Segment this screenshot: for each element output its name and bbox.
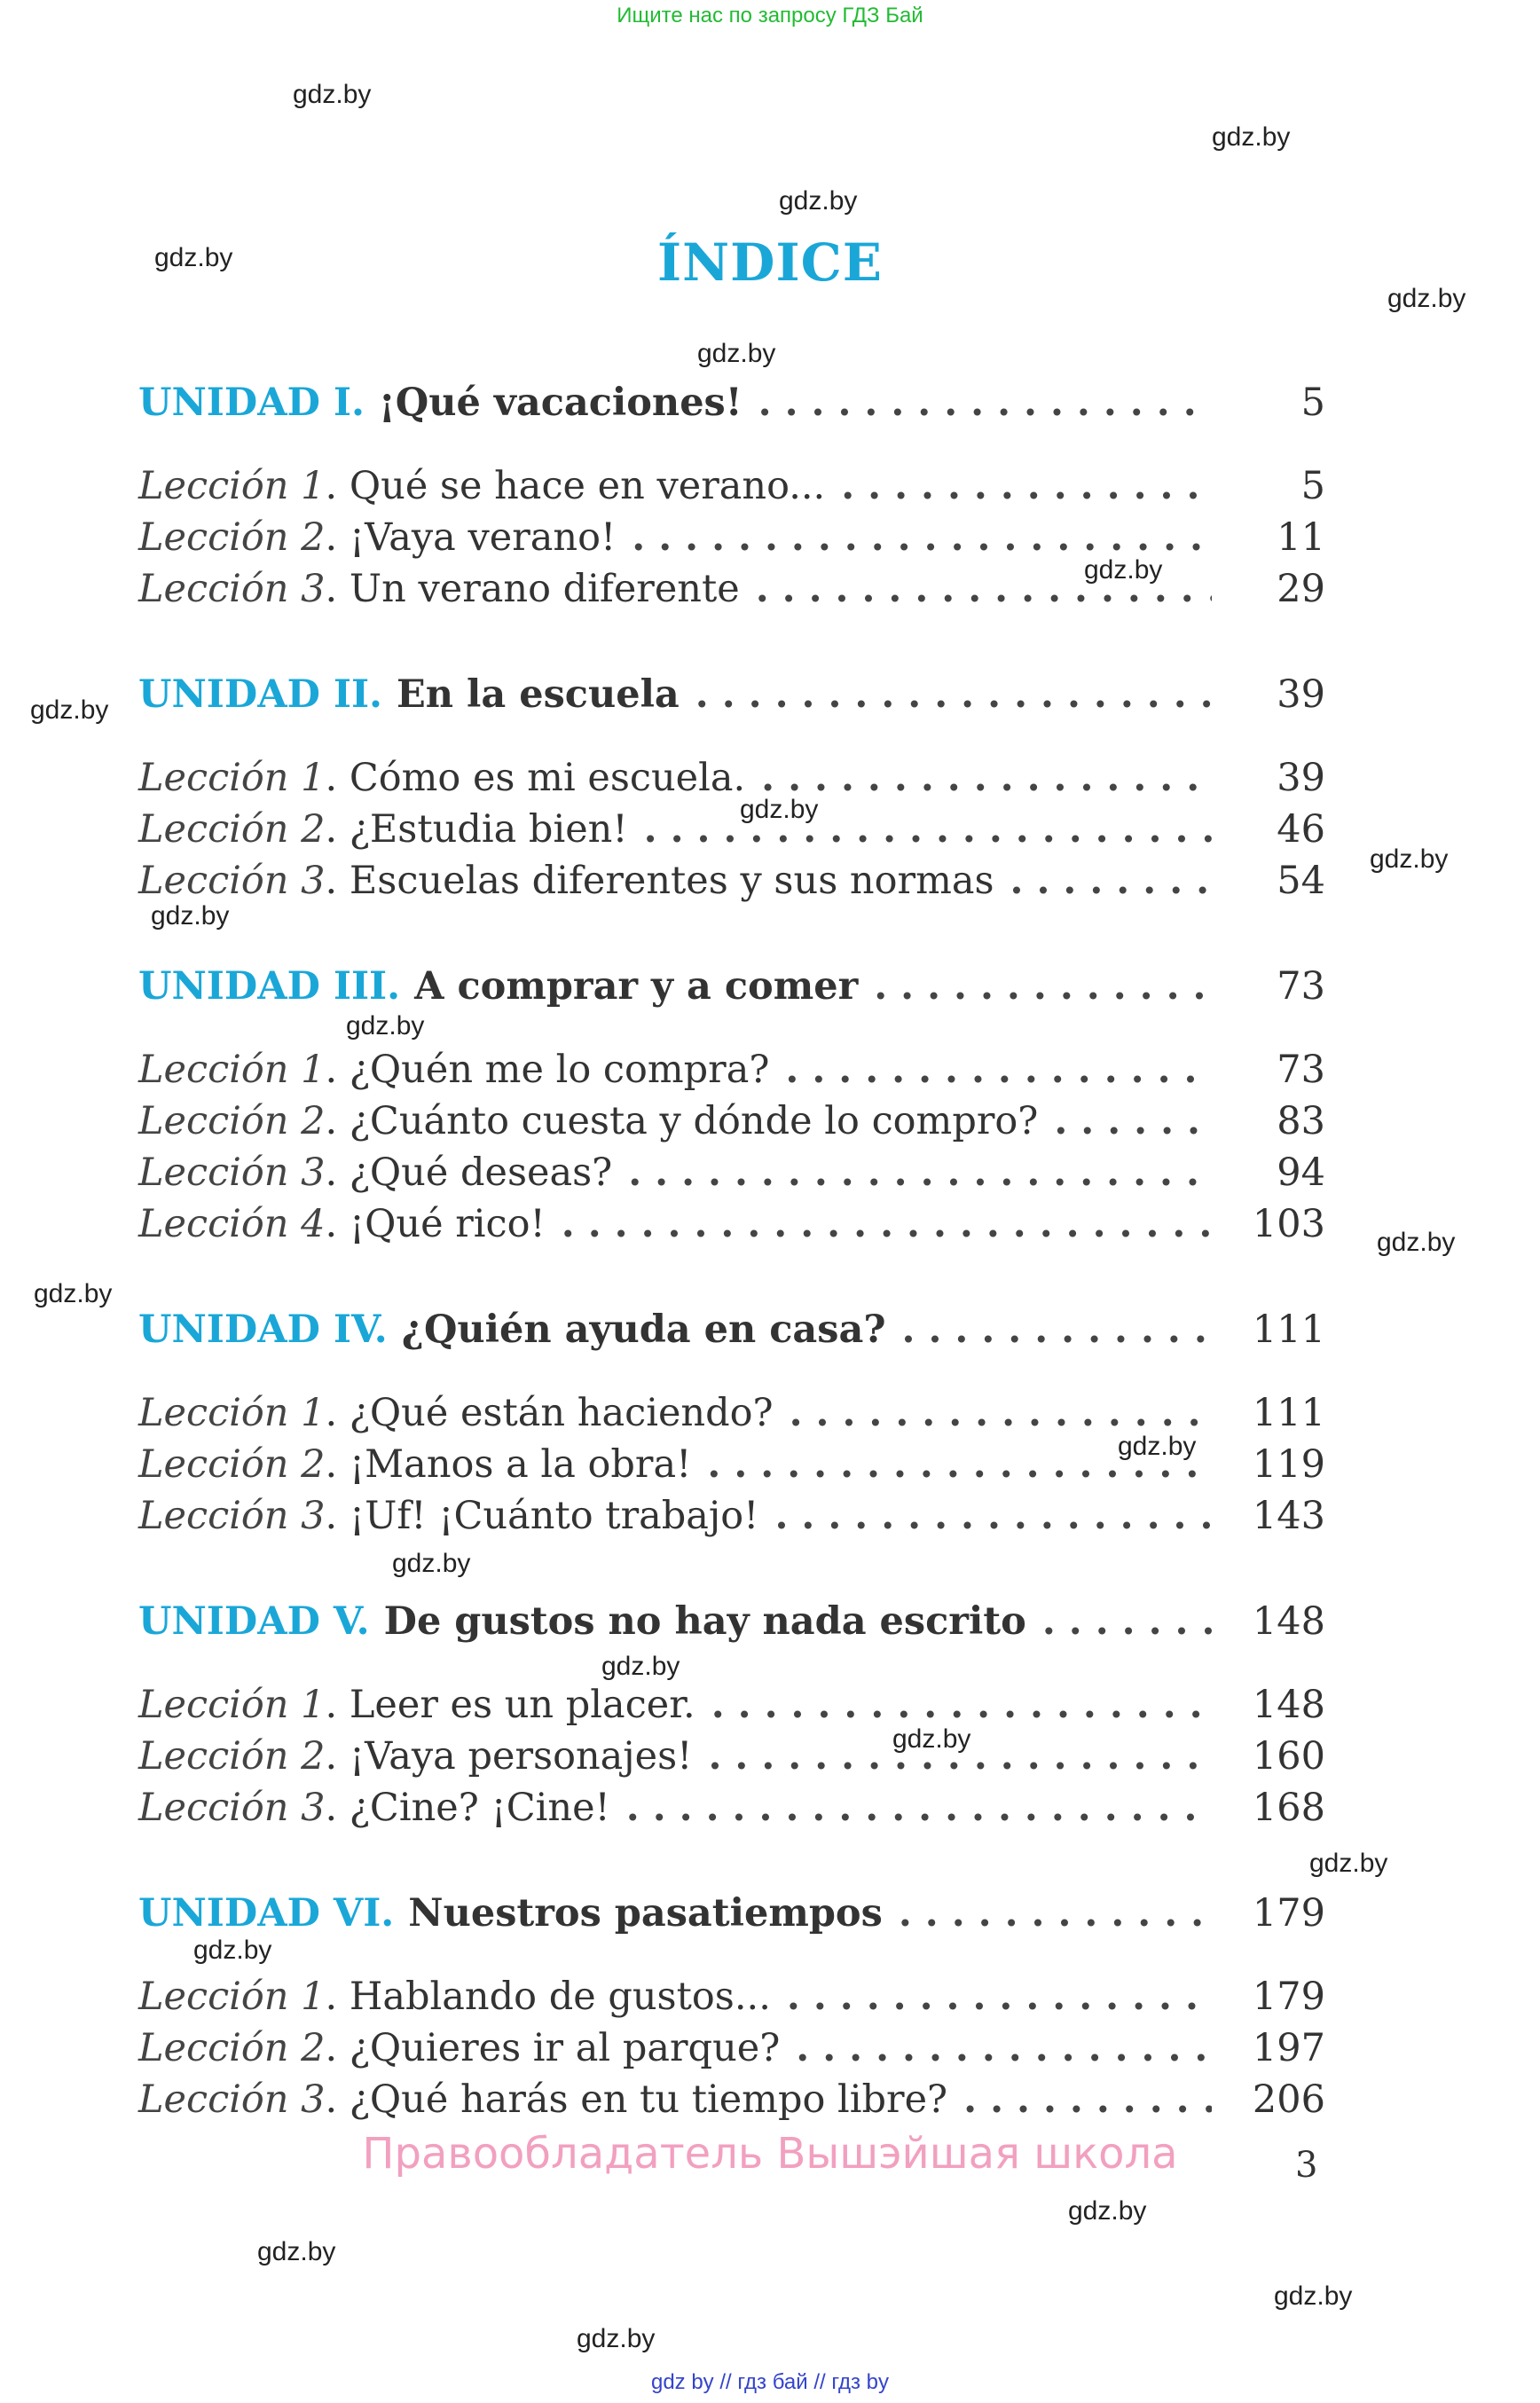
unit-label: UNIDAD III. xyxy=(138,964,401,1009)
lesson-title: . ¡Manos a la obra! xyxy=(325,1442,692,1487)
unit-title: ¿Quién ayuda en casa? xyxy=(401,1308,886,1352)
watermark: gdz.by xyxy=(34,1279,113,1308)
leader-dots xyxy=(626,1781,1212,1834)
lesson-row[interactable] xyxy=(138,459,1325,513)
page-ref: 143 xyxy=(1252,1494,1325,1538)
page-ref: 73 xyxy=(1277,1048,1325,1092)
lesson-title: . ¡Vaya personajes! xyxy=(325,1734,693,1779)
watermark: gdz.by xyxy=(1377,1228,1456,1257)
leader-dots xyxy=(761,751,1212,805)
watermark: gdz.by xyxy=(892,1724,971,1754)
unit-row[interactable] xyxy=(138,1595,1325,1648)
leader-dots xyxy=(711,1678,1212,1732)
leader-dots xyxy=(695,668,1212,721)
leader-dots xyxy=(628,1146,1212,1199)
unit-title: De gustos no hay nada escrito xyxy=(383,1599,1026,1644)
lesson-row[interactable] xyxy=(138,803,1325,856)
lesson-label: Lección 2 xyxy=(138,515,326,560)
lesson-title: . ¿Qué harás en tu tiempo libre? xyxy=(325,2077,948,2122)
page-ref: 11 xyxy=(1277,515,1325,560)
lesson-title: . ¿Quén me lo compra? xyxy=(325,1048,770,1092)
page-ref: 83 xyxy=(1277,1099,1325,1143)
leader-dots xyxy=(899,1887,1212,1940)
lesson-row[interactable] xyxy=(138,1678,1325,1732)
page-ref: 5 xyxy=(1300,381,1325,425)
lesson-row[interactable] xyxy=(138,2022,1325,2075)
page-ref: 39 xyxy=(1277,756,1325,800)
watermark: gdz.by xyxy=(697,339,776,368)
lesson-title: . Escuelas diferentes y sus normas xyxy=(325,859,994,903)
watermark: gdz.by xyxy=(293,80,372,109)
watermark: gdz.by xyxy=(1212,122,1291,152)
lesson-row[interactable] xyxy=(138,1095,1325,1148)
lesson-title: . Hablando de gustos... xyxy=(325,1975,771,2019)
watermark: gdz.by xyxy=(346,1011,425,1041)
page-ref: 111 xyxy=(1252,1391,1325,1435)
leader-dots xyxy=(902,1303,1212,1356)
watermark: gdz.by xyxy=(1068,2196,1147,2226)
lesson-title: . ¿Qué deseas? xyxy=(325,1150,613,1195)
watermark: gdz.by xyxy=(577,2324,656,2353)
page-title: ÍNDICE xyxy=(657,232,883,293)
unit-row[interactable] xyxy=(138,960,1325,1013)
page-ref: 148 xyxy=(1252,1683,1325,1727)
unit-label: UNIDAD IV. xyxy=(138,1308,388,1352)
lesson-label: Lección 1 xyxy=(138,1683,326,1727)
page-ref: 54 xyxy=(1277,859,1325,903)
lesson-label: Lección 2 xyxy=(138,1099,326,1143)
unit-title: En la escuela xyxy=(397,672,680,717)
leader-dots xyxy=(796,2022,1212,2075)
lesson-row[interactable] xyxy=(138,2073,1325,2126)
unit-row[interactable] xyxy=(138,668,1325,721)
lesson-label: Lección 1 xyxy=(138,1391,326,1435)
lesson-row[interactable] xyxy=(138,1730,1325,1783)
watermark: gdz.by xyxy=(779,186,858,216)
watermark: gdz.by xyxy=(151,901,230,931)
page-ref: 179 xyxy=(1252,1891,1325,1936)
page-ref: 111 xyxy=(1252,1308,1325,1352)
leader-dots xyxy=(1010,854,1212,907)
lesson-label: Lección 3 xyxy=(138,2077,326,2122)
copyright-holder: Правообладатель Вышэйшая школа xyxy=(362,2129,1178,2179)
page-ref: 206 xyxy=(1252,2077,1325,2122)
leader-dots xyxy=(562,1198,1212,1251)
lesson-label: Lección 3 xyxy=(138,1150,326,1195)
lesson-label: Lección 3 xyxy=(138,1786,326,1830)
leader-dots xyxy=(774,1489,1212,1543)
leader-dots xyxy=(1054,1095,1212,1148)
page-ref: 39 xyxy=(1277,672,1325,717)
watermark: gdz.by xyxy=(30,695,109,725)
page-ref: 29 xyxy=(1277,567,1325,611)
lesson-title: . Qué se hace en verano... xyxy=(325,464,826,508)
watermark: gdz.by xyxy=(1274,2281,1353,2311)
leader-dots xyxy=(874,960,1212,1013)
unit-row[interactable] xyxy=(138,376,1325,429)
unit-label: UNIDAD V. xyxy=(138,1599,370,1644)
watermark: gdz.by xyxy=(1387,284,1466,313)
lesson-label: Lección 2 xyxy=(138,807,326,852)
page-ref: 168 xyxy=(1252,1786,1325,1830)
page-ref: 73 xyxy=(1277,964,1325,1009)
page-ref: 103 xyxy=(1252,1202,1325,1246)
lesson-row[interactable] xyxy=(138,1043,1325,1096)
leader-dots xyxy=(758,376,1212,429)
page-ref: 197 xyxy=(1252,2026,1325,2070)
watermark: gdz.by xyxy=(1118,1432,1197,1461)
lesson-row[interactable] xyxy=(138,1970,1325,2023)
lesson-label: Lección 3 xyxy=(138,859,326,903)
lesson-label: Lección 3 xyxy=(138,1494,326,1538)
lesson-label: Lección 1 xyxy=(138,1975,326,2019)
lesson-title: . Cómo es mi escuela. xyxy=(325,756,746,800)
watermark: gdz.by xyxy=(1309,1849,1388,1878)
unit-title: Nuestros pasatiempos xyxy=(408,1891,883,1936)
page-ref: 5 xyxy=(1300,464,1325,508)
watermark: gdz.by xyxy=(154,243,233,272)
lesson-label: Lección 2 xyxy=(138,1442,326,1487)
lesson-label: Lección 2 xyxy=(138,2026,326,2070)
lesson-label: Lección 1 xyxy=(138,1048,326,1092)
lesson-title: . ¡Qué rico! xyxy=(325,1202,546,1246)
lesson-label: Lección 1 xyxy=(138,464,326,508)
page-ref: 160 xyxy=(1252,1734,1325,1779)
page-ref: 148 xyxy=(1252,1599,1325,1644)
lesson-row[interactable] xyxy=(138,1198,1325,1251)
unit-row[interactable] xyxy=(138,1303,1325,1356)
lesson-title: . Leer es un placer. xyxy=(325,1683,695,1727)
leader-dots xyxy=(787,1970,1212,2023)
unit-title: ¡Qué vacaciones! xyxy=(378,381,742,425)
footer-banner[interactable]: gdz by // гдз бай // гдз by xyxy=(650,2370,890,2394)
lesson-title: . ¿Cuánto cuesta y dónde lo compro? xyxy=(325,1099,1039,1143)
unit-title: A comprar y a comer xyxy=(414,964,859,1009)
watermark: gdz.by xyxy=(193,1936,272,1965)
lesson-label: Lección 1 xyxy=(138,756,326,800)
lesson-title: . ¿Quieres ir al parque? xyxy=(325,2026,781,2070)
watermark: gdz.by xyxy=(392,1549,471,1578)
lesson-title: . ¡Uf! ¡Cuánto trabajo! xyxy=(325,1494,759,1538)
watermark: gdz.by xyxy=(740,795,819,824)
unit-label: UNIDAD II. xyxy=(138,672,383,717)
page-ref: 119 xyxy=(1252,1442,1325,1487)
lesson-title: . ¿Qué están haciendo? xyxy=(325,1391,774,1435)
leader-dots xyxy=(841,459,1212,513)
unit-row[interactable] xyxy=(138,1887,1325,1940)
lesson-title: . ¿Estudia bien! xyxy=(325,807,628,852)
leader-dots xyxy=(1042,1595,1212,1648)
page-number: 3 xyxy=(1295,2145,1318,2186)
lesson-label: Lección 2 xyxy=(138,1734,326,1779)
watermark: gdz.by xyxy=(1370,844,1449,874)
page-ref: 179 xyxy=(1252,1975,1325,2019)
lesson-title: . ¡Vaya verano! xyxy=(325,515,617,560)
unit-label: UNIDAD I. xyxy=(138,381,365,425)
page-ref: 46 xyxy=(1277,807,1325,852)
lesson-title: . Un verano diferente xyxy=(325,567,740,611)
lesson-label: Lección 3 xyxy=(138,567,326,611)
leader-dots xyxy=(644,803,1212,856)
page-ref: 94 xyxy=(1277,1150,1325,1195)
leader-dots xyxy=(963,2073,1212,2126)
lesson-label: Lección 4 xyxy=(138,1202,326,1246)
lesson-row[interactable] xyxy=(138,751,1325,805)
unit-label: UNIDAD VI. xyxy=(138,1891,395,1936)
lesson-row[interactable] xyxy=(138,1146,1325,1199)
watermark: gdz.by xyxy=(257,2237,336,2266)
lesson-row[interactable] xyxy=(138,1489,1325,1543)
lesson-title: . ¿Cine? ¡Cine! xyxy=(325,1786,610,1830)
lesson-row[interactable] xyxy=(138,854,1325,907)
lesson-row[interactable] xyxy=(138,1781,1325,1834)
watermark: gdz.by xyxy=(601,1652,680,1681)
watermark: gdz.by xyxy=(1084,555,1163,585)
leader-dots xyxy=(785,1043,1212,1096)
header-banner[interactable]: Ищите нас по запросу ГДЗ Бай xyxy=(617,4,923,27)
